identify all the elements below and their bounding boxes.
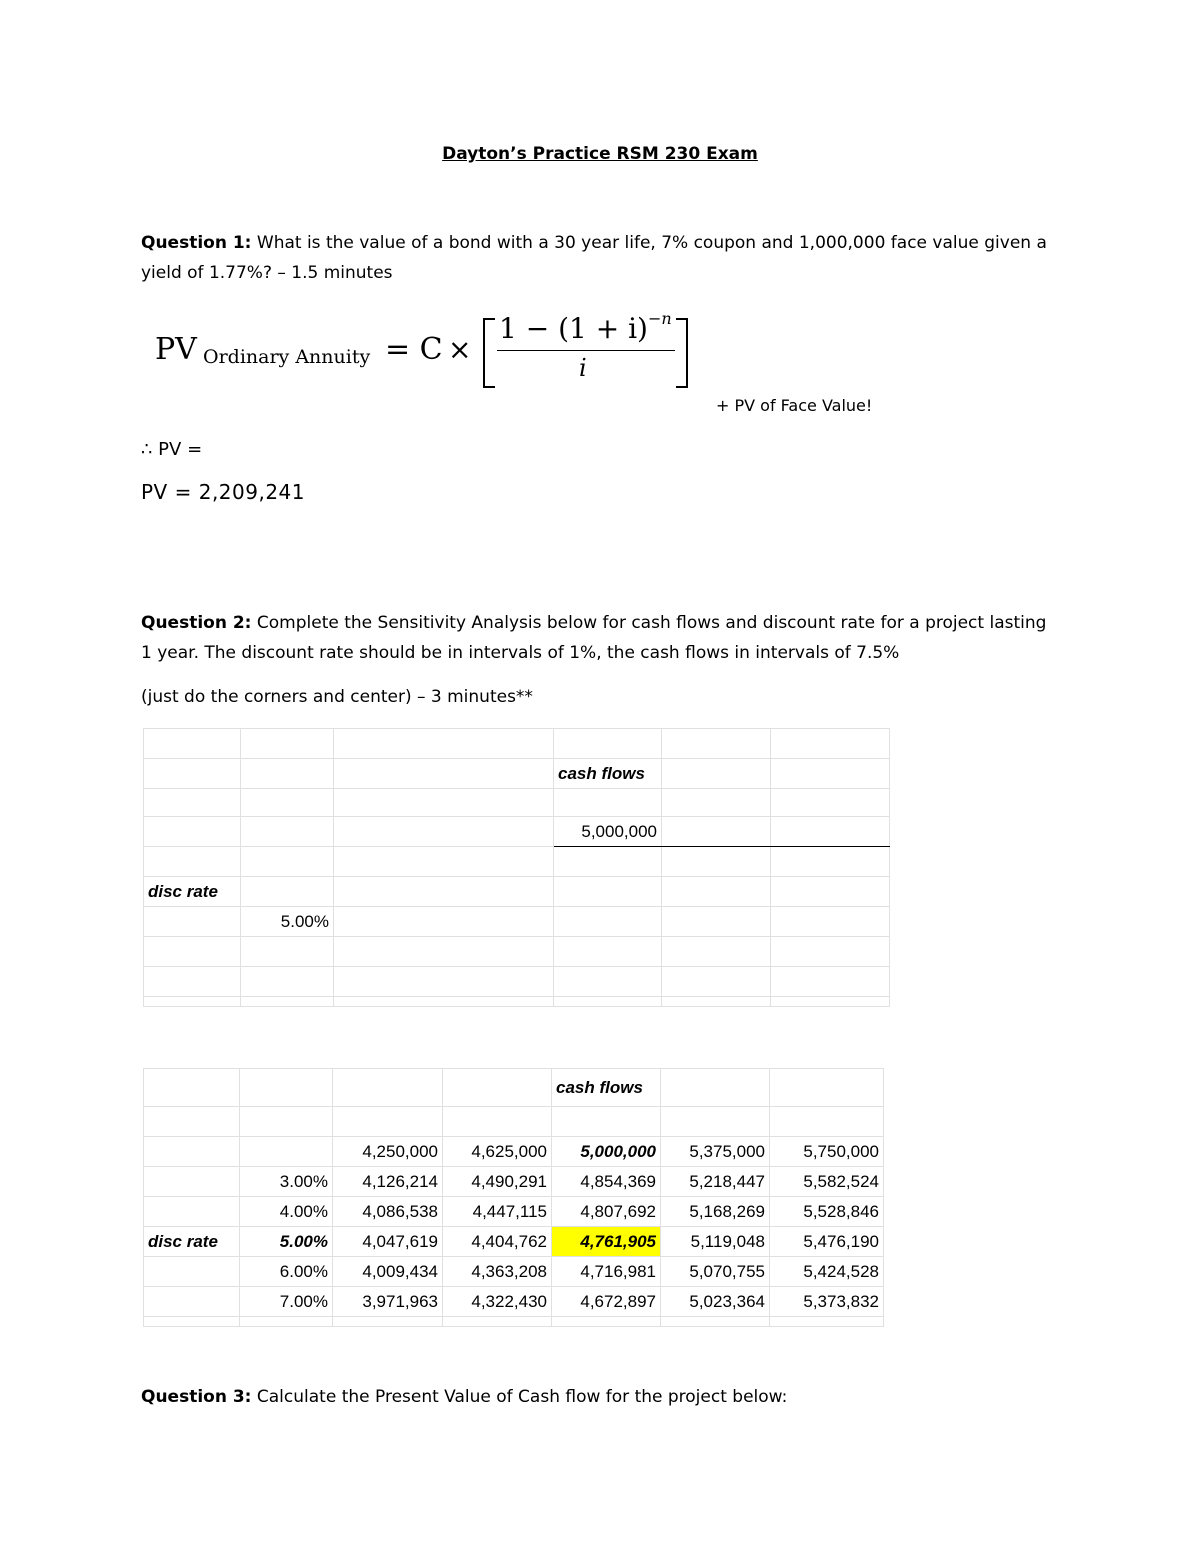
therefore-pv: ∴ PV = <box>141 439 203 460</box>
rate-cell: 4.00% <box>240 1197 333 1227</box>
value-cell: 5,528,846 <box>770 1197 884 1227</box>
value-cell: 4,009,434 <box>333 1257 443 1287</box>
question-2-line-2: 1 year. The discount rate should be in intervals of 1%, the cash flows in intervals of 7.5% <box>141 643 900 663</box>
table-row <box>144 1197 884 1227</box>
value-cell: 5,119,048 <box>661 1227 770 1257</box>
rate-cell: 3.00% <box>240 1167 333 1197</box>
value-cell: 4,672,897 <box>552 1287 661 1317</box>
cash-flow-header: 5,375,000 <box>661 1137 770 1167</box>
formula-pv: PV <box>155 332 197 367</box>
center-rate: 5.00% <box>241 907 334 937</box>
pv-result: PV = 2,209,241 <box>141 480 306 504</box>
value-cell: 4,807,692 <box>552 1197 661 1227</box>
value-cell: 4,126,214 <box>333 1167 443 1197</box>
value-cell: 5,023,364 <box>661 1287 770 1317</box>
value-cell: 4,716,981 <box>552 1257 661 1287</box>
formula-exponent: −n <box>647 308 672 328</box>
sensitivity-table-completed <box>143 1068 884 1327</box>
cash-flow-header: 5,000,000 <box>552 1137 661 1167</box>
formula-times: × <box>448 333 472 366</box>
formula-subscript: Ordinary Annuity <box>203 346 371 368</box>
formula-fraction-line <box>497 350 675 351</box>
formula-right-bracket <box>676 318 688 388</box>
question-2-line-3: (just do the corners and center) – 3 minutes** <box>141 687 533 707</box>
cash-flow-header: 5,750,000 <box>770 1137 884 1167</box>
question-1-line-1 <box>141 228 1047 258</box>
question-2-label: Question 2: <box>141 613 252 633</box>
question-3-label: Question 3: <box>141 1387 252 1407</box>
table-row <box>144 1257 884 1287</box>
table-row <box>144 1167 884 1197</box>
value-cell: 4,447,115 <box>443 1197 552 1227</box>
table-row <box>144 1227 884 1257</box>
cash-flow-header: 4,625,000 <box>443 1137 552 1167</box>
formula-equals-c: = C <box>385 332 443 367</box>
question-3-line <box>141 1382 787 1412</box>
value-cell: 5,070,755 <box>661 1257 770 1287</box>
page-title: Dayton’s Practice RSM 230 Exam <box>442 144 758 164</box>
value-cell: 3,971,963 <box>333 1287 443 1317</box>
sensitivity-table-blank <box>143 728 890 1007</box>
formula-numerator: $1 - (1 + i)^{-n}$ <box>499 308 672 345</box>
rate-cell: 6.00% <box>240 1257 333 1287</box>
question-3-text: Calculate the Present Value of Cash flow for the project below: <box>256 1387 788 1407</box>
question-2-text: Complete the Sensitivity Analysis below for cash flows and discount rate for a project lasting <box>256 613 1047 633</box>
highlighted-center-value: 4,761,905 <box>552 1227 661 1257</box>
question-1-text: What is the value of a bond with a 30 year life, 7% coupon and 1,000,000 face value given a <box>256 233 1047 253</box>
value-cell: 4,404,762 <box>443 1227 552 1257</box>
center-cash-flow: 5,000,000 <box>554 817 662 847</box>
value-cell: 4,363,208 <box>443 1257 552 1287</box>
value-cell: 5,582,524 <box>770 1167 884 1197</box>
question-1-label: Question 1: <box>141 233 252 253</box>
table-row <box>144 1287 884 1317</box>
value-cell: 4,086,538 <box>333 1197 443 1227</box>
cash-flows-label: cash flows <box>554 759 662 789</box>
value-cell: 5,424,528 <box>770 1257 884 1287</box>
value-cell: 4,047,619 <box>333 1227 443 1257</box>
question-1-line-2: yield of 1.77%? – 1.5 minutes <box>141 263 393 283</box>
value-cell: 4,322,430 <box>443 1287 552 1317</box>
pv-face-value-note: + PV of Face Value! <box>716 396 873 415</box>
cash-flows-label: cash flows <box>552 1069 661 1107</box>
value-cell: 5,476,190 <box>770 1227 884 1257</box>
formula-left-bracket <box>483 318 495 388</box>
formula-denominator: i <box>579 354 587 382</box>
value-cell: 5,218,447 <box>661 1167 770 1197</box>
question-2-line-1 <box>141 608 1046 638</box>
value-cell: 5,373,832 <box>770 1287 884 1317</box>
rate-cell: 7.00% <box>240 1287 333 1317</box>
disc-rate-label: disc rate <box>144 1227 240 1257</box>
value-cell: 5,168,269 <box>661 1197 770 1227</box>
disc-rate-label: disc rate <box>144 877 241 907</box>
value-cell: 4,854,369 <box>552 1167 661 1197</box>
rate-cell: 5.00% <box>240 1227 333 1257</box>
value-cell: 4,490,291 <box>443 1167 552 1197</box>
cash-flow-header: 4,250,000 <box>333 1137 443 1167</box>
